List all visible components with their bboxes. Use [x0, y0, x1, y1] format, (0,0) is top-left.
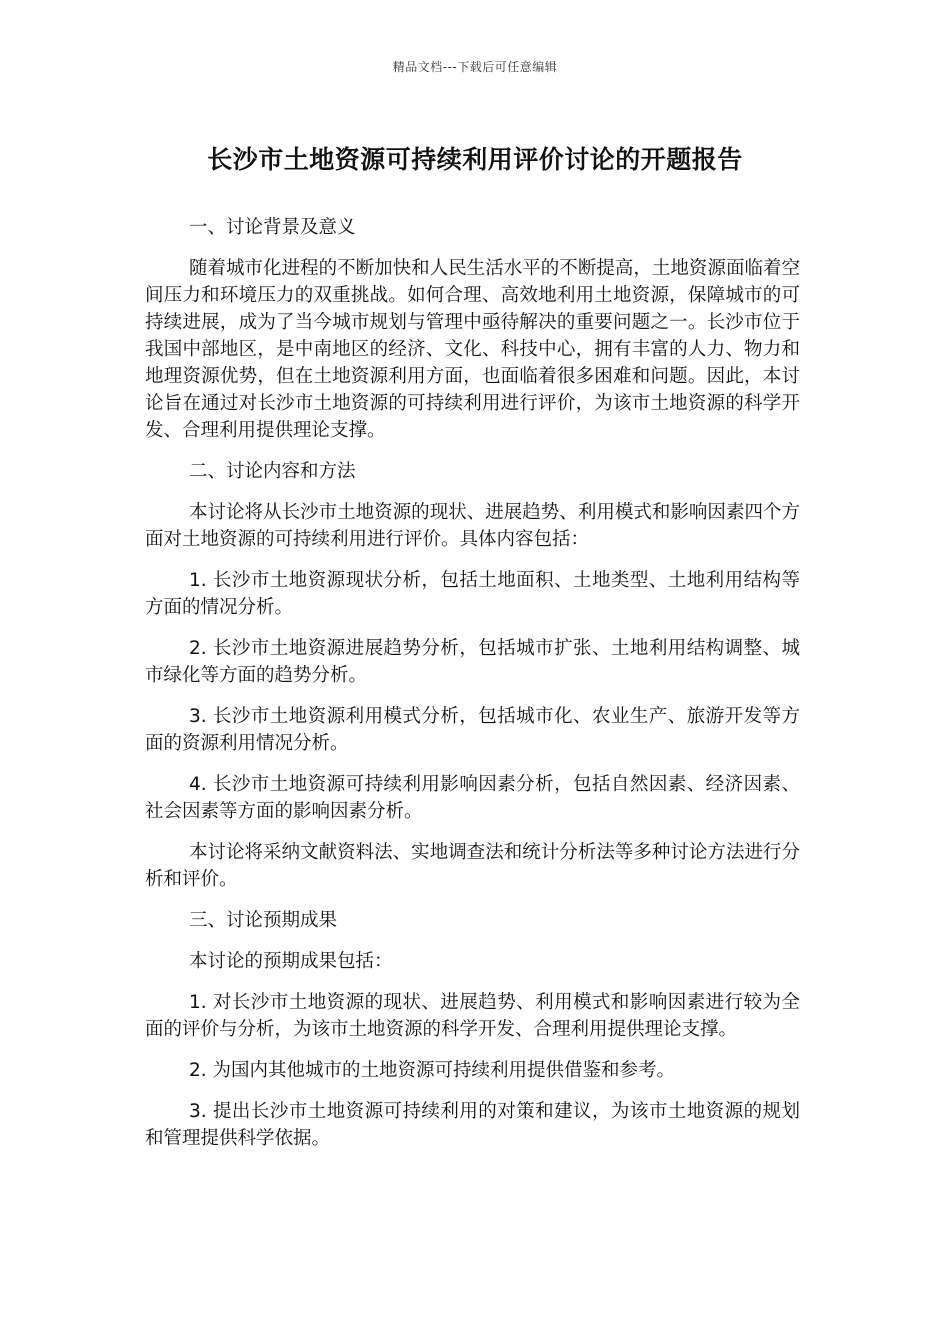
list-item-result-2: 2. 为国内其他城市的土地资源可持续利用提供借鉴和参考。 — [189, 1060, 676, 1081]
list-item-content-4: 4. 长沙市土地资源可持续利用影响因素分析，包括自然因素、经济因素、社会因素等方面的影响因素分析。 — [145, 774, 800, 822]
section-heading-content-methods: 二、讨论内容和方法 — [189, 461, 356, 482]
section-heading-background: 一、讨论背景及意义 — [189, 217, 356, 238]
document-body — [145, 214, 800, 1166]
header-note: 精品文档---下载后可任意编辑 — [392, 60, 558, 74]
paragraph-results-intro: 本讨论的预期成果包括： — [189, 951, 393, 972]
document-title: 长沙市土地资源可持续利用评价讨论的开题报告 — [207, 145, 743, 174]
list-item-content-1: 1. 长沙市土地资源现状分析，包括土地面积、土地类型、土地利用结构等方面的情况分析。 — [145, 570, 800, 618]
list-item-content-3: 3. 长沙市土地资源利用模式分析，包括城市化、农业生产、旅游开发等方面的资源利用情况分析。 — [145, 706, 800, 754]
paragraph-content-intro: 本讨论将从长沙市土地资源的现状、进展趋势、利用模式和影响因素四个方面对土地资源的可持续利用进行评价。具体内容包括： — [145, 502, 800, 550]
paragraph-background: 随着城市化进程的不断加快和人民生活水平的不断提高，土地资源面临着空间压力和环境压力的双重挑战。如何合理、高效地利用土地资源，保障城市的可持续进展，成为了当今城市规划与管理中亟待解决的重要问题之一。长沙市位于我国中部地区，是中南地区的经济、文化、科技中心，拥有丰富的人力、物力和地理资源优势，但在土地资源利用方面，也面临着很多困难和问题。因此，本讨论旨在通过对长沙市土地资源的可持续利用进行评价，为该市土地资源的科学开发、合理利用提供理论支撑。 — [145, 258, 800, 441]
list-item-result-1: 1. 对长沙市土地资源的现状、进展趋势、利用模式和影响因素进行较为全面的评价与分析，为该市土地资源的科学开发、合理利用提供理论支撑。 — [145, 992, 800, 1040]
list-item-result-3: 3. 提出长沙市土地资源可持续利用的对策和建议，为该市土地资源的规划和管理提供科学依据。 — [145, 1101, 800, 1149]
section-heading-expected-results: 三、讨论预期成果 — [189, 910, 338, 931]
paragraph-methods: 本讨论将采纳文献资料法、实地调查法和统计分析法等多种讨论方法进行分析和评价。 — [145, 842, 800, 890]
list-item-content-2: 2. 长沙市土地资源进展趋势分析，包括城市扩张、土地利用结构调整、城市绿化等方面的趋势分析。 — [145, 638, 800, 686]
